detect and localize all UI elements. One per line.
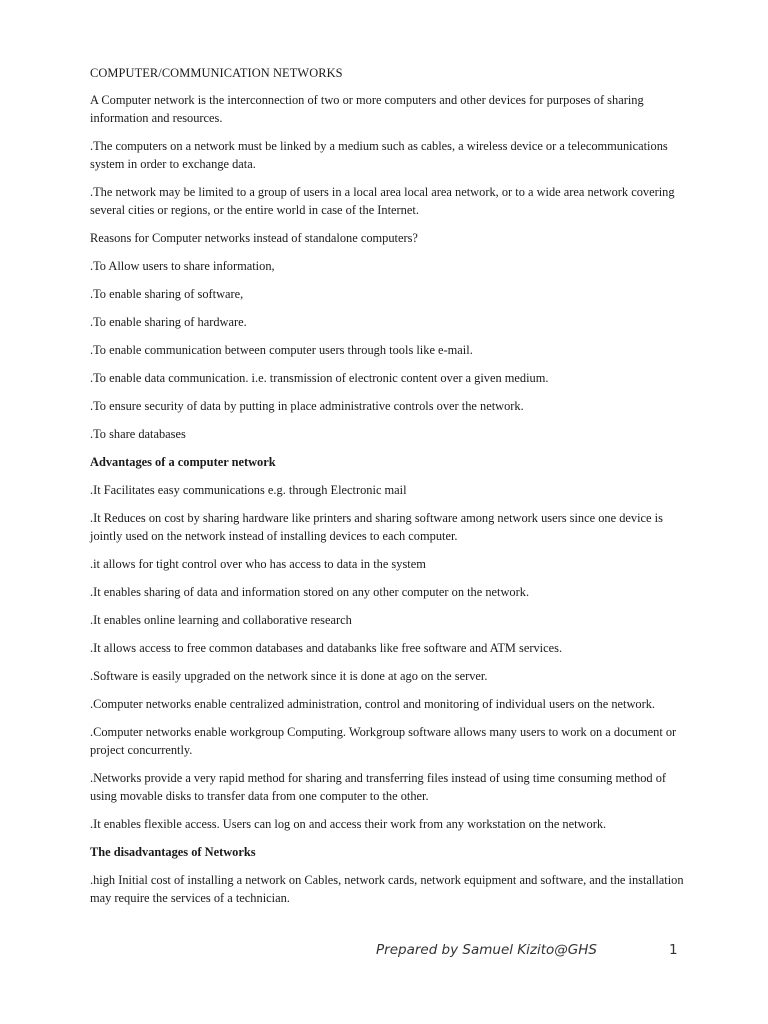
document-body xyxy=(90,64,686,917)
disadvantages-heading: The disadvantages of Networks xyxy=(90,845,256,859)
reason-item: .To enable sharing of hardware. xyxy=(90,315,247,329)
advantage-item: .Computer networks enable workgroup Computing. Workgroup software allows many users to work on a document or project concurrently. xyxy=(90,725,677,757)
reason-item: .To enable communication between computer users through tools like e-mail. xyxy=(90,343,473,357)
advantage-item: .It enables flexible access. Users can log on and access their work from any workstation on the network. xyxy=(90,817,607,831)
advantage-item: .Software is easily upgraded on the network since it is done at ago on the server. xyxy=(90,669,488,683)
document-title: COMPUTER/COMMUNICATION NETWORKS xyxy=(90,66,343,80)
advantage-item: .It allows access to free common databases and databanks like free software and ATM services. xyxy=(90,641,563,655)
reasons-heading: Reasons for Computer networks instead of standalone computers? xyxy=(90,231,418,245)
advantage-item: .It enables sharing of data and information stored on any other computer on the network. xyxy=(90,585,530,599)
footer-author: Prepared by Samuel Kizito@GHS xyxy=(376,942,597,958)
intro-paragraph: .The network may be limited to a group of users in a local area local area network, or to a wide area network covering several cities or regions, or the entire world in case of the Internet. xyxy=(90,185,675,217)
advantage-item: .It enables online learning and collaborative research xyxy=(90,613,352,627)
reason-item: .To share databases xyxy=(90,427,186,441)
reason-item: .To ensure security of data by putting in place administrative controls over the network. xyxy=(90,399,524,413)
disadvantage-item: .high Initial cost of installing a network on Cables, network cards, network equipment and software, and the installation may require the services of a technician. xyxy=(90,873,684,905)
advantage-item: .It Facilitates easy communications e.g. through Electronic mail xyxy=(90,483,407,497)
page-number: 1 xyxy=(669,942,678,958)
reason-item: .To Allow users to share information, xyxy=(90,259,275,273)
advantage-item: .Computer networks enable centralized administration, control and monitoring of individual users on the network. xyxy=(90,697,656,711)
advantages-heading: Advantages of a computer network xyxy=(90,455,276,469)
reason-item: .To enable sharing of software, xyxy=(90,287,244,301)
intro-paragraph: .The computers on a network must be linked by a medium such as cables, a wireless device or a telecommunications system in order to exchange data. xyxy=(90,139,668,171)
advantage-item: .it allows for tight control over who has access to data in the system xyxy=(90,557,426,571)
intro-paragraph: A Computer network is the interconnection of two or more computers and other devices for purposes of sharing information and resources. xyxy=(90,93,644,125)
reason-item: .To enable data communication. i.e. transmission of electronic content over a given medium. xyxy=(90,371,549,385)
advantage-item: .Networks provide a very rapid method for sharing and transferring files instead of using time consuming method of using movable disks to transfer data from one computer to the other. xyxy=(90,771,667,803)
page-footer xyxy=(0,940,768,964)
advantage-item: .It Reduces on cost by sharing hardware like printers and sharing software among network users since one device is jointly used on the network instead of installing devices to each computer. xyxy=(90,511,663,543)
